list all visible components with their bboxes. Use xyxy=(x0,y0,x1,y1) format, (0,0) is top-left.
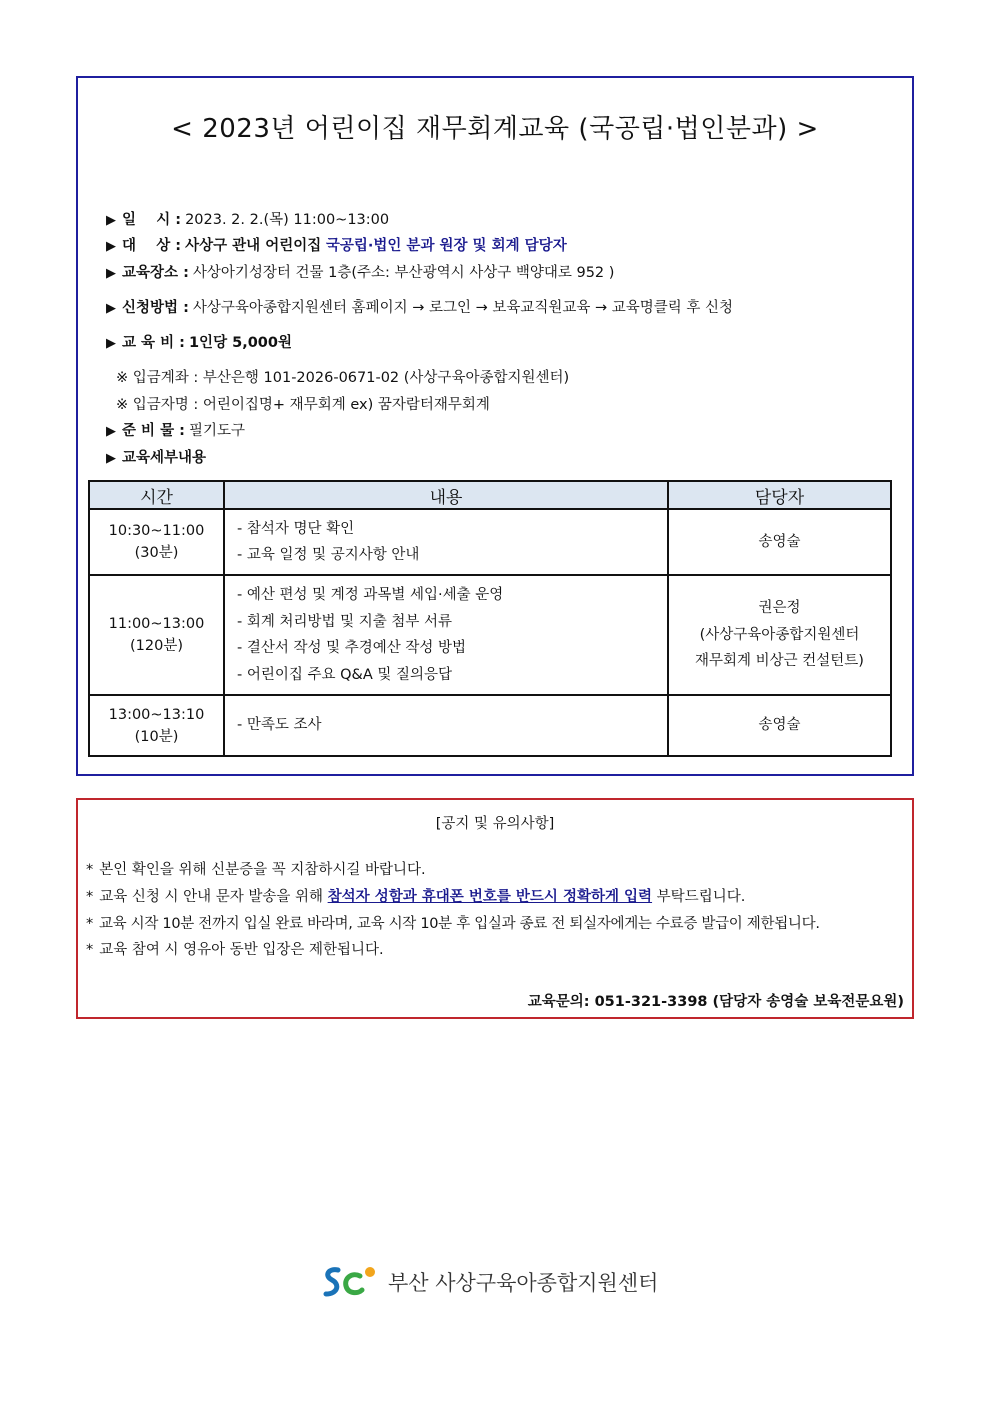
notice-text: 본인 확인을 위해 신분증을 꼭 지참하시길 바랍니다. xyxy=(99,862,426,878)
person-org: (사상구육아종합지원센터 xyxy=(699,626,860,643)
person-role: 재무회계 비상근 컨설턴트) xyxy=(695,653,864,670)
time-range: 10:30~11:00 xyxy=(108,523,205,539)
apply-label: 신청방법 : xyxy=(122,300,189,316)
person-name: 권은정 xyxy=(758,600,801,617)
table-row xyxy=(89,575,891,695)
header-content: 내용 xyxy=(224,481,668,509)
footer xyxy=(322,1262,658,1302)
notice-item xyxy=(86,858,426,879)
fee-value: 1인당 5,000원 xyxy=(188,335,292,351)
person-cell xyxy=(668,575,891,695)
person-cell xyxy=(668,695,891,756)
time-cell xyxy=(89,509,224,575)
date-label: 일 시 : xyxy=(122,212,182,228)
contact-info: 교육문의: 051-321-3398 (담당자 송영술 보육전문요원) xyxy=(527,994,904,1010)
target-value: 사상구 관내 어린이집 xyxy=(185,238,322,254)
table-header-row xyxy=(89,481,891,509)
notice-item xyxy=(86,885,745,906)
account-note: ※ 입금계좌 : 부산은행 101-2026-0671-02 (사상구육아종합지원센터) xyxy=(116,370,570,386)
person-name: 송영술 xyxy=(758,533,801,550)
notice-text: 교육 신청 시 안내 문자 발송을 위해 xyxy=(99,889,324,905)
content-cell xyxy=(224,575,668,695)
notice-text: 부탁드립니다. xyxy=(656,889,746,905)
content-cell xyxy=(224,509,668,575)
content-item: - 교육 일정 및 공지사항 안내 xyxy=(237,547,420,563)
info-row-date xyxy=(106,208,389,229)
venue-label: 교육장소 : xyxy=(122,265,189,281)
person-name: 송영술 xyxy=(758,717,801,734)
notice-box xyxy=(76,798,914,1019)
triangle-bullet-icon: ▶ xyxy=(106,301,116,316)
asterisk-bullet-icon: * xyxy=(86,889,94,905)
content-item: - 어린이집 주요 Q&A 및 질의응답 xyxy=(237,666,452,683)
time-range: 13:00~13:10 xyxy=(108,706,205,723)
header-person: 담당자 xyxy=(668,481,891,509)
table-row xyxy=(89,509,891,575)
date-value: 2023. 2. 2.(목) 11:00~13:00 xyxy=(185,212,390,228)
notice-highlight: 참석자 성함과 휴대폰 번호를 반드시 정확하게 입력 xyxy=(327,889,653,905)
triangle-bullet-icon: ▶ xyxy=(106,213,116,228)
time-cell xyxy=(89,695,224,756)
content-item: - 예산 편성 및 계정 과목별 세입·세출 운영 xyxy=(237,587,504,603)
event-info-box xyxy=(76,76,914,776)
target-label: 대 상 : xyxy=(122,238,182,254)
fee-label: 교 육 비 : xyxy=(122,335,185,351)
content-cell xyxy=(224,695,668,756)
asterisk-bullet-icon: * xyxy=(86,942,94,958)
triangle-bullet-icon: ▶ xyxy=(106,266,116,281)
notice-item xyxy=(86,912,820,933)
info-row-target xyxy=(106,234,567,255)
supplies-value: 필기도구 xyxy=(188,423,245,439)
asterisk-bullet-icon: * xyxy=(86,916,93,932)
content-item: - 회계 처리방법 및 지출 첨부 서류 xyxy=(237,613,452,630)
person-cell xyxy=(668,509,891,575)
header-time: 시간 xyxy=(89,481,224,509)
info-row-details xyxy=(106,446,206,467)
supplies-label: 준 비 물 : xyxy=(122,423,185,439)
notice-text: 교육 시작 10분 전까지 입실 완료 바라며, 교육 시작 10분 후 입실과 종료 전 퇴실자에게는 수료증 발급이 제한됩니다. xyxy=(98,916,820,932)
target-value-highlight: 국공립·법인 분과 원장 및 회계 담당자 xyxy=(325,238,567,254)
notice-text: 교육 참여 시 영유아 동반 입장은 제한됩니다. xyxy=(99,942,384,958)
triangle-bullet-icon: ▶ xyxy=(106,451,116,466)
asterisk-bullet-icon: * xyxy=(86,862,94,878)
venue-value: 사상아기성장터 건물 1층(주소: 부산광역시 사상구 백양대로 952 ) xyxy=(192,265,615,281)
info-row-fee xyxy=(106,331,292,352)
info-row-supplies xyxy=(106,419,245,440)
document-title: < 2023년 어린이집 재무회계교육 (국공립·법인분과) > xyxy=(171,114,819,144)
table-row xyxy=(89,695,891,756)
content-item: - 만족도 조사 xyxy=(237,717,322,734)
content-item: - 참석자 명단 확인 xyxy=(237,520,355,537)
duration: (10분) xyxy=(134,728,179,745)
duration: (120분) xyxy=(130,638,183,654)
triangle-bullet-icon: ▶ xyxy=(106,239,116,254)
details-label: 교육세부내용 xyxy=(122,450,207,466)
time-range: 11:00~13:00 xyxy=(108,616,205,632)
notice-title: [공지 및 유의사항] xyxy=(435,816,555,832)
apply-value: 사상구육아종합지원센터 홈페이지 → 로그인 → 보육교직원교육 → 교육명클릭 후 신청 xyxy=(192,300,734,316)
time-cell xyxy=(89,575,224,695)
depositor-note: ※ 입금자명 : 어린이집명+ 재무회계 ex) 꿈자람터재무회계 xyxy=(116,397,490,413)
triangle-bullet-icon: ▶ xyxy=(106,336,116,351)
notice-item xyxy=(86,938,384,959)
triangle-bullet-icon: ▶ xyxy=(106,424,116,439)
center-logo-icon xyxy=(322,1264,380,1300)
schedule-table xyxy=(88,480,892,757)
info-row-venue xyxy=(106,261,614,282)
content-item: - 결산서 작성 및 추경예산 작성 방법 xyxy=(237,640,466,656)
info-row-apply xyxy=(106,296,733,317)
org-name: 부산 사상구육아종합지원센터 xyxy=(388,1271,659,1295)
duration: (30분) xyxy=(134,545,179,561)
